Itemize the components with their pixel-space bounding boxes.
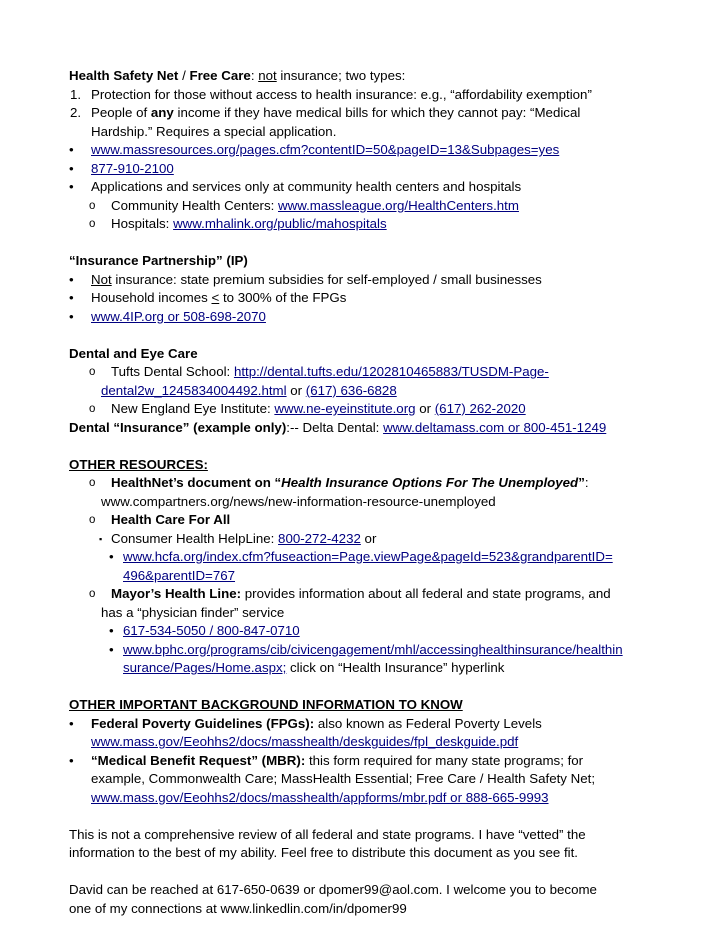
list-item-continuation: dental2w_1245834004492.html or (617) 636-6828 bbox=[101, 382, 397, 398]
list-item: • 617-534-5050 / 800-847-0710 bbox=[109, 623, 300, 638]
list-item: • www.bphc.org/programs/cib/civicengagement/mhl/accessinghealthinsurance/healthin bbox=[109, 641, 623, 657]
list-item-continuation bbox=[123, 567, 669, 586]
list-item: • www.hcfa.org/index.cfm?fuseaction=Page.viewPage&pageId=523&grandparentID= bbox=[109, 549, 613, 564]
ip-link[interactable]: www.4IP.org or 508-698-2070 bbox=[91, 308, 266, 324]
list-item-continuation: has a “physician finder” service bbox=[101, 604, 285, 620]
list-item: o Tufts Dental School: http://dental.tufts.edu/1202810465883/TUSDM-Page- bbox=[89, 364, 549, 379]
ip-heading: “Insurance Partnership” (IP) bbox=[69, 253, 248, 268]
list-item-continuation bbox=[91, 789, 669, 808]
list-item: • “Medical Benefit Request” (MBR): this form required for many state programs; for bbox=[69, 752, 584, 768]
list-item: • Not insurance: state premium subsidies for self-employed / small businesses bbox=[69, 271, 542, 287]
list-item: • www.massresources.org/pages.cfm?contentID=50&pageID=13&Subpages=yes bbox=[69, 142, 560, 157]
list-item-continuation: surance/Pages/Home.aspx; click on “Health Insurance” hyperlink bbox=[123, 660, 505, 675]
bphc-link-cont[interactable]: surance/Pages/Home.aspx; bbox=[123, 660, 287, 675]
list-item: o Community Health Centers: www.massleague.org/HealthCenters.htm bbox=[89, 197, 519, 213]
ne-eye-link[interactable]: www.ne-eyeinstitute.org bbox=[274, 401, 416, 416]
list-item: o Mayor’s Health Line: provides information about all federal and state programs, and bbox=[89, 586, 611, 601]
mayor-phone-link[interactable]: 617-534-5050 / 800-847-0710 bbox=[123, 623, 300, 638]
list-item: • Federal Poverty Guidelines (FPGs): also known as Federal Poverty Levels bbox=[69, 715, 542, 731]
closing-paragraph-line: information to the best of my ability. Feel free to distribute this document as you see fit. bbox=[69, 845, 578, 860]
massleague-link[interactable]: www.massleague.org/HealthCenters.htm bbox=[278, 197, 519, 213]
massresources-link[interactable]: www.massresources.org/pages.cfm?contentID=50&pageID=13&Subpages=yes bbox=[91, 142, 560, 157]
list-item-continuation: Hardship.” Requires a special application. bbox=[91, 123, 337, 139]
list-item: • 877-910-2100 bbox=[69, 160, 174, 176]
contact-paragraph-line: one of my connections at www.linkedlin.com/in/dpomer99 bbox=[69, 900, 407, 916]
hcfa-link[interactable]: www.hcfa.org/index.cfm?fuseaction=Page.viewPage&pageId=523&grandparentID= bbox=[123, 549, 613, 564]
list-item: o Health Care For All bbox=[89, 512, 231, 527]
tufts-link[interactable]: http://dental.tufts.edu/1202810465883/TUSDM-Page- bbox=[233, 364, 549, 379]
mhalink-link[interactable]: www.mhalink.org/public/mahospitals bbox=[173, 216, 387, 231]
hcfa-link-cont[interactable]: 496&parentID=767 bbox=[123, 567, 236, 583]
document-page bbox=[69, 67, 669, 918]
list-item-continuation bbox=[91, 733, 669, 752]
list-item: 2. People of any income if they have medical bills for which they cannot pay: “Medical bbox=[70, 105, 581, 120]
hsn-phone-link[interactable]: 877-910-2100 bbox=[91, 160, 174, 176]
contact-paragraph-line: David can be reached at 617-650-0639 or dpomer99@aol.com. I welcome you to become bbox=[69, 882, 597, 897]
tufts-link-cont[interactable]: dental2w_1245834004492.html bbox=[101, 382, 287, 398]
bphc-link[interactable]: www.bphc.org/programs/cib/civicengagement/mhl/accessinghealthinsurance/healthin bbox=[123, 641, 623, 657]
compartners-url: www.compartners.org/news/new-information-resource-unemployed bbox=[101, 493, 496, 509]
fpg-link[interactable]: www.mass.gov/Eeohhs2/docs/masshealth/deskguides/fpl_deskguide.pdf bbox=[91, 734, 519, 749]
list-item: o New England Eye Institute: www.ne-eyeinstitute.org or (617) 262-2020 bbox=[89, 401, 526, 416]
list-item: o HealthNet’s document on “Health Insurance Options For The Unemployed”: bbox=[89, 475, 589, 490]
list-item: ▪ Consumer Health HelpLine: 800-272-4232 or bbox=[99, 530, 377, 546]
closing-paragraph-line: This is not a comprehensive review of all federal and state programs. I have “vetted” the bbox=[69, 826, 586, 842]
list-item: • Applications and services only at community health centers and hospitals bbox=[69, 179, 522, 194]
deltamass-link[interactable]: www.deltamass.com or 800-451-1249 bbox=[383, 419, 607, 435]
hsn-heading: Health Safety Net / Free Care: not insurance; two types: bbox=[69, 68, 406, 83]
tufts-phone-link[interactable]: (617) 636-6828 bbox=[305, 382, 397, 398]
list-item: • Household incomes < to 300% of the FPGs bbox=[69, 290, 347, 305]
dental-insurance-line: Dental “Insurance” (example only):-- Delta Dental: www.deltamass.com or 800-451-1249 bbox=[69, 419, 607, 435]
list-item: 1. Protection for those without access to health insurance: e.g., “affordability exemption” bbox=[70, 86, 592, 102]
ne-eye-phone-link[interactable]: (617) 262-2020 bbox=[434, 401, 526, 416]
helpline-phone-link[interactable]: 800-272-4232 bbox=[278, 530, 361, 546]
list-item: • www.4IP.org or 508-698-2070 bbox=[69, 308, 266, 324]
dental-heading: Dental and Eye Care bbox=[69, 345, 198, 361]
other-resources-heading: OTHER RESOURCES: bbox=[69, 456, 208, 472]
background-heading: OTHER IMPORTANT BACKGROUND INFORMATION TO KNOW bbox=[69, 697, 463, 712]
list-item-continuation: example, Commonwealth Care; MassHealth Essential; Free Care / Health Safety Net; bbox=[91, 771, 596, 786]
list-item: o Hospitals: www.mhalink.org/public/mahospitals bbox=[89, 216, 387, 231]
mbr-link[interactable]: www.mass.gov/Eeohhs2/docs/masshealth/appforms/mbr.pdf or 888-665-9993 bbox=[91, 789, 549, 805]
